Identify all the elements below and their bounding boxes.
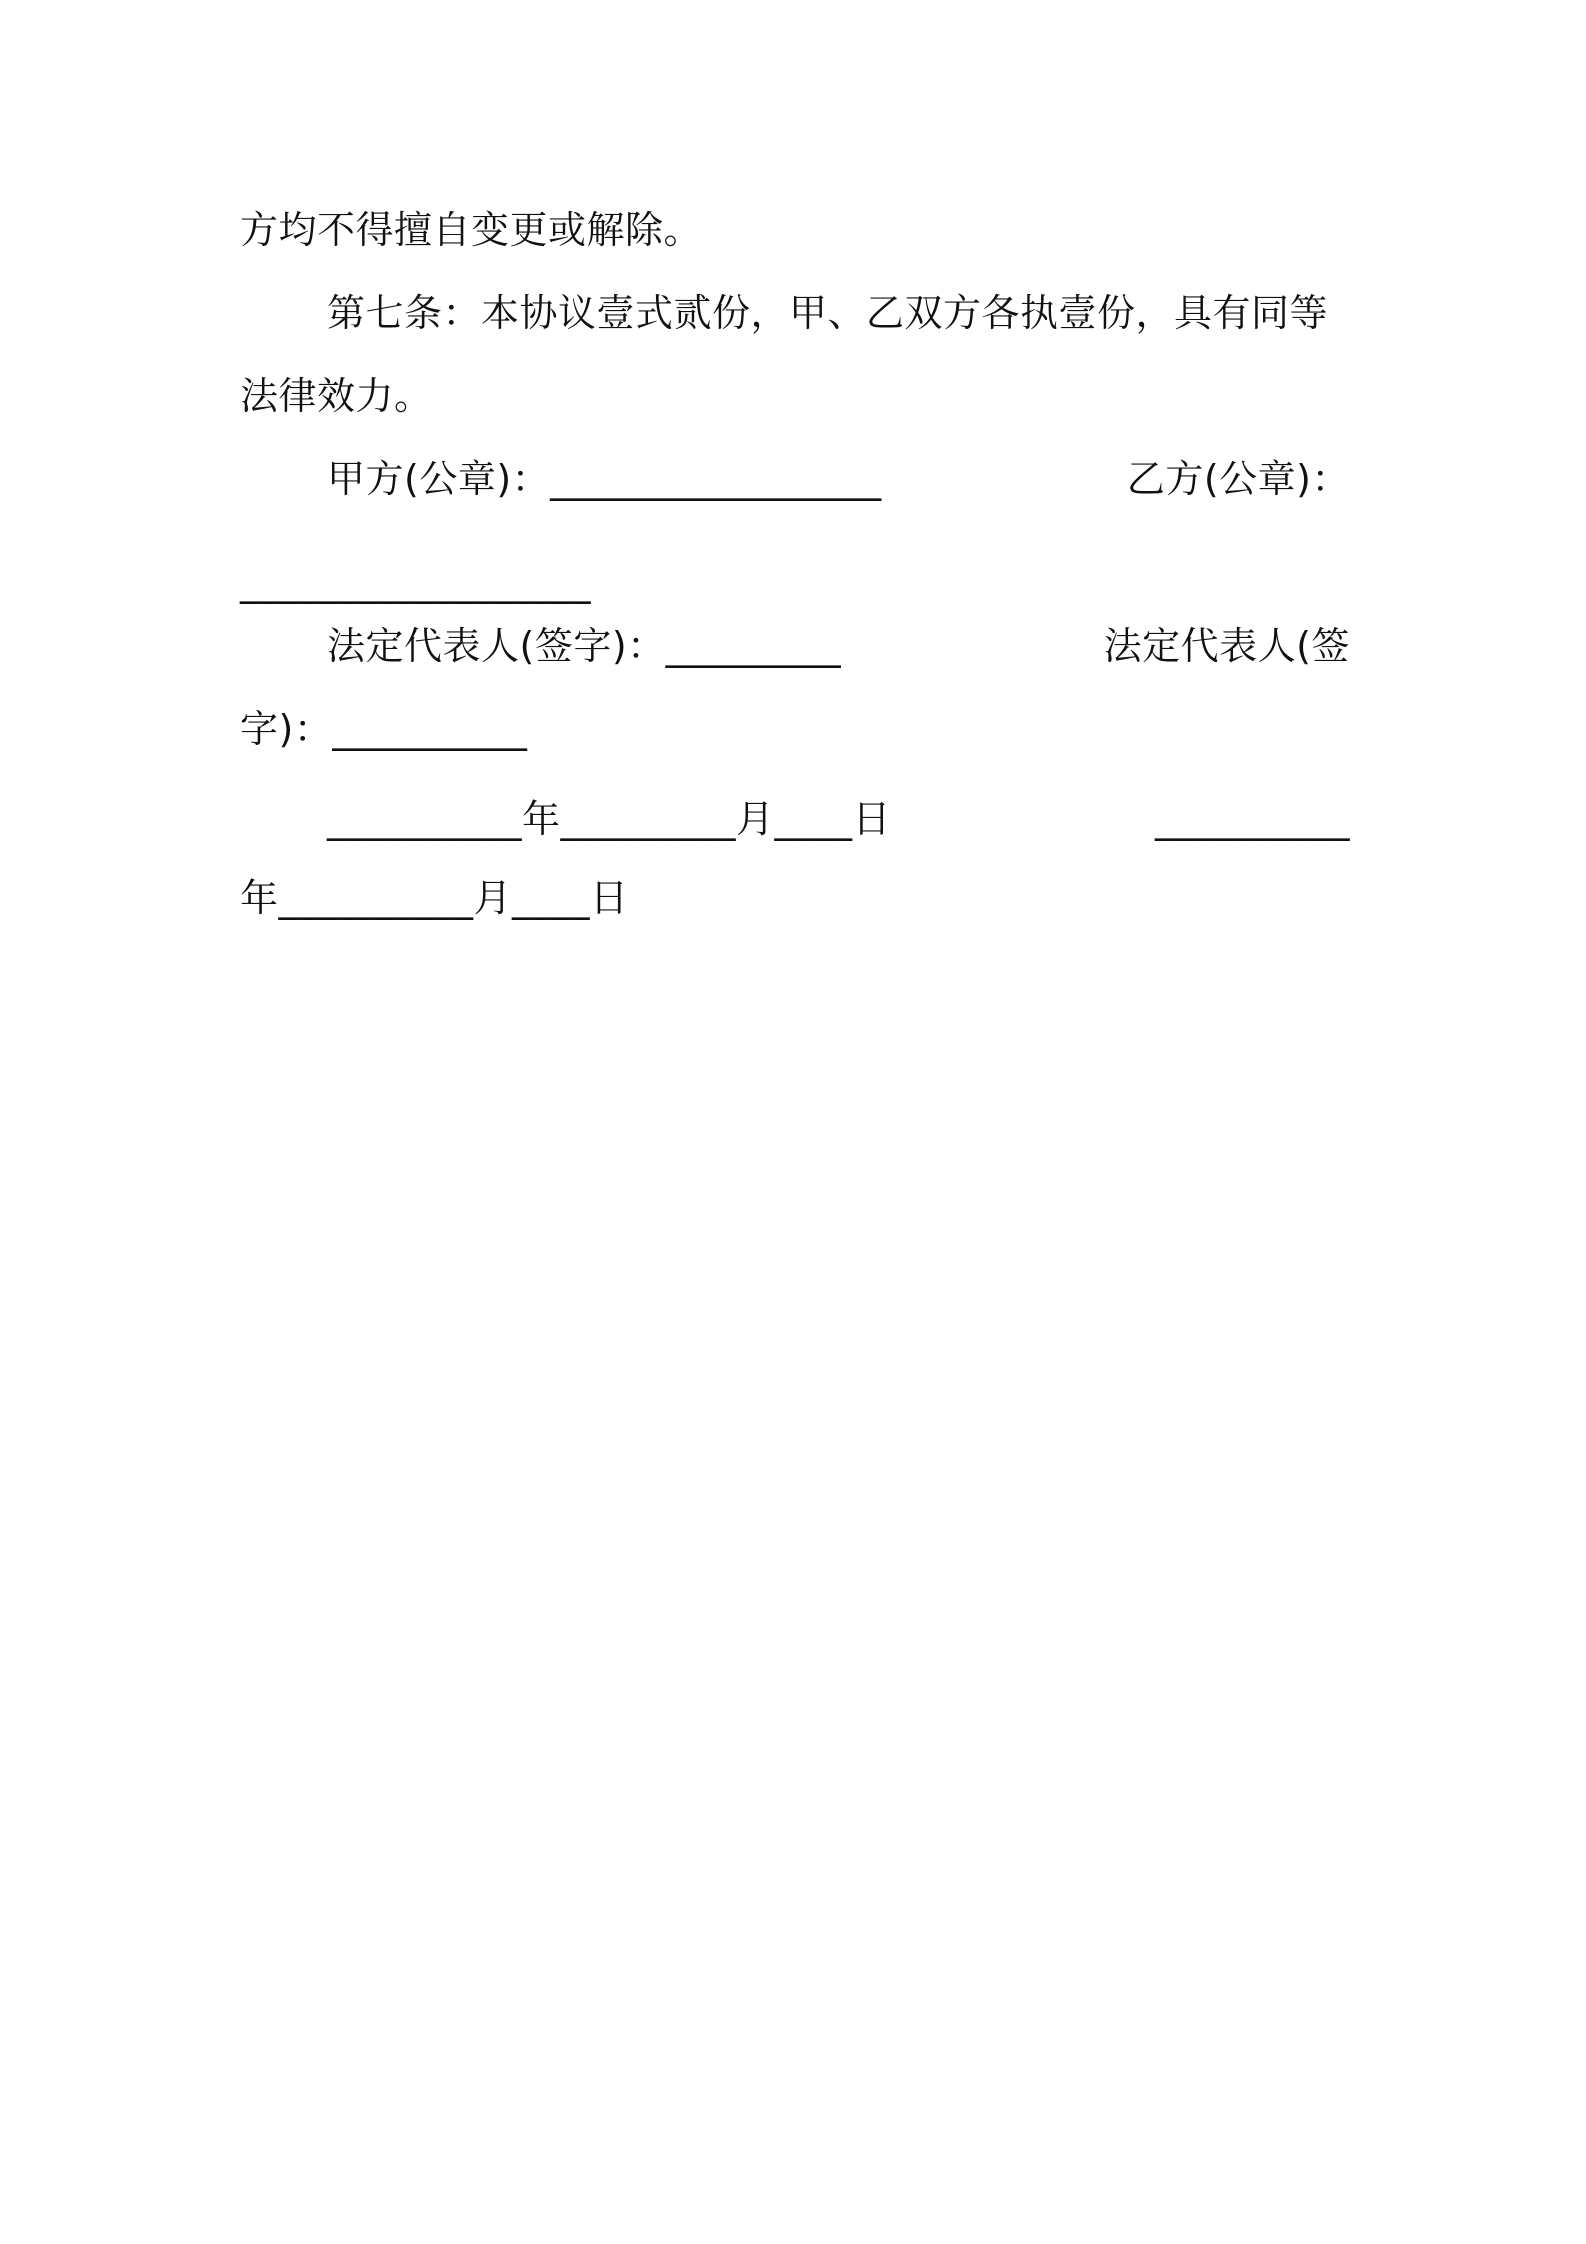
party-b-date-continuation: 年__________月____日: [240, 876, 629, 920]
party-a-date: __________年_________月____日: [327, 797, 892, 841]
party-b-date-start: __________: [1155, 797, 1350, 841]
date-row: [327, 795, 1350, 843]
seal-row: [327, 455, 1350, 503]
party-a-seal: 甲方(公章)：_________________: [327, 457, 882, 501]
party-b-seal: 乙方(公章)：: [1126, 457, 1350, 501]
party-b-representative-continuation: 字)：__________: [240, 707, 528, 751]
party-b-representative: 法定代表人(签: [1103, 624, 1350, 668]
party-a-representative: 法定代表人(签字)：_________: [327, 624, 842, 668]
article-seven-continuation: 法律效力。: [240, 374, 433, 418]
article-seven-line: 第七条：本协议壹式贰份，甲、乙双方各执壹份，具有同等: [327, 291, 1329, 335]
representative-row: [327, 622, 1350, 670]
party-b-seal-blank: __________________: [240, 560, 591, 604]
paragraph-line-1: 方均不得擅自变更或解除。: [240, 208, 703, 252]
